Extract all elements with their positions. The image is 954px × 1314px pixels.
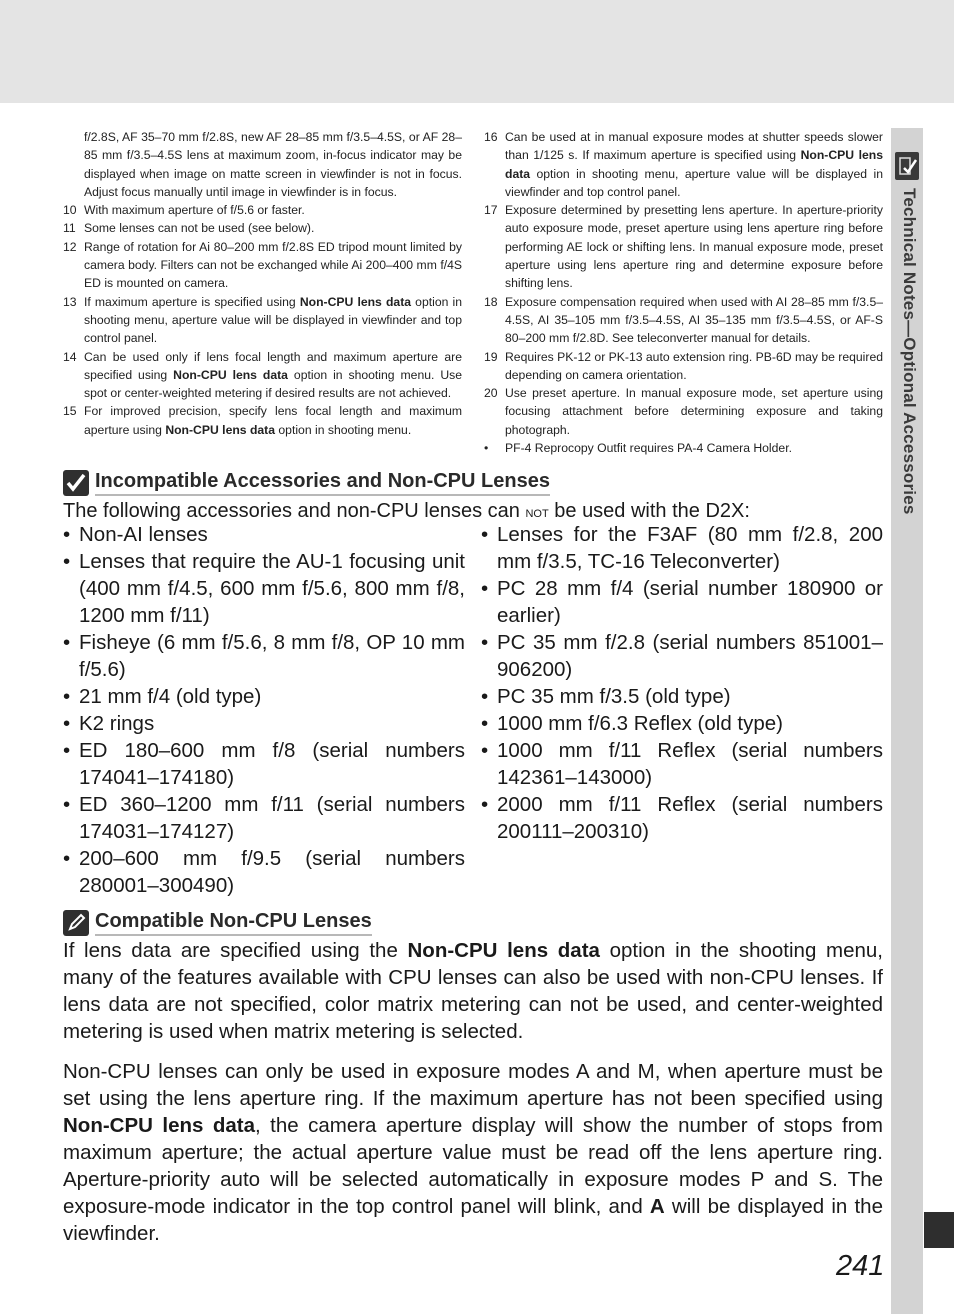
footnote [63, 402, 462, 439]
list-item [481, 737, 883, 791]
footnote [484, 128, 883, 201]
footnote-text: With maximum aperture of f/5.6 or faster. [84, 203, 305, 218]
bullet-icon: • [63, 847, 71, 870]
compatible-heading [63, 910, 372, 936]
page-corner-marker [924, 1212, 954, 1248]
notes-icon [895, 152, 919, 180]
incompatible-heading [63, 470, 550, 496]
paragraph-text: , the camera aperture display will show the number of stops from maximum aperture; the actual aperture value must be read off the lens aperture ring. Aperture-priority auto will be selected automatically in exposure modes P and S. The exposure-mode indicator in the top control panel will blink, and [63, 1114, 883, 1218]
paragraph-text: If lens data are specified using the [63, 939, 408, 962]
footnotes-right-column [484, 128, 883, 457]
paragraph-text: will be displayed in the viewfinder. [63, 1195, 883, 1245]
list-item-text: Lenses that require the AU-1 focusing unit (400 mm f/4.5, 600 mm f/5.6, 800 mm f/8, 1200 mm f/11) [79, 550, 465, 627]
bullet-icon: • [63, 550, 71, 573]
incompatible-title: Incompatible Accessories and Non-CPU Lenses [95, 470, 550, 496]
list-item-text: K2 rings [79, 712, 155, 735]
list-item [63, 683, 465, 710]
paragraph-text: option in the shooting menu, many of the features available with CPU lenses can also be used with non-CPU lenses. If lens data are not specified, color matrix metering can not be used, and center-weighted metering is used when matrix metering is selected. [63, 939, 883, 1043]
footnote-number: 13 [63, 294, 77, 309]
paragraph-text: Non-CPU lens data [407, 939, 600, 962]
footnote [63, 128, 462, 201]
footnote-number: 11 [63, 221, 76, 236]
list-item-text: 1000 mm f/6.3 Reflex (old type) [497, 712, 783, 735]
bullet-icon: • [63, 793, 71, 816]
list-item [481, 710, 883, 737]
list-item [481, 683, 883, 710]
list-item-text: Fisheye (6 mm f/5.6, 8 mm f/8, OP 10 mm f/5.6) [79, 631, 465, 681]
footnote [484, 439, 883, 457]
incompatible-list-left [63, 521, 465, 899]
footnotes-left-column [63, 128, 462, 439]
list-item-text: Non-AI lenses [79, 523, 208, 546]
footnote-number: 17 [484, 203, 498, 218]
list-item-text: PC 35 mm f/2.8 (serial numbers 851001–906200) [497, 631, 883, 681]
footnote [484, 201, 883, 292]
footnote-text: If maximum aperture is specified using [84, 294, 300, 309]
list-item [63, 521, 465, 548]
list-item-text: 1000 mm f/11 Reflex (serial numbers 142361–143000) [497, 739, 883, 789]
list-item [63, 629, 465, 683]
list-item-text: ED 180–600 mm f/8 (serial numbers 174041–174180) [79, 739, 465, 789]
bullet-icon: • [63, 685, 71, 708]
footnote-text: Exposure compensation required when used with AI 28–85 mm f/3.5–4.5S, AI 35–105 mm f/3.5–4.5S, AI 35–135 mm f/3.5–4.5S, or AF-S 80–200 mm f/2.8D. See teleconverter manual for details. [505, 294, 883, 346]
footnote-text: Use preset aperture. In manual exposure mode, set aperture using focusing attachment before determining exposure and taking photograph. [505, 386, 883, 437]
bullet-icon: • [481, 793, 489, 816]
footnote-text: Range of rotation for Ai 80–200 mm f/2.8S ED tripod mount limited by camera body. Filters can not be exchanged while Ai 200–400 mm f/4S ED is mounted on camera. [84, 239, 462, 291]
footnote [484, 293, 883, 348]
footnote-text: Non-CPU lens data [299, 294, 412, 309]
footnote [63, 348, 462, 403]
footnote-text: option in shooting menu, aperture value will be displayed in viewfinder and top control panel. [84, 294, 462, 346]
paragraph-text: Non-CPU lens data [63, 1114, 256, 1137]
bullet-icon: • [63, 739, 71, 762]
compatible-paragraph-2 [63, 1058, 883, 1247]
incompatible-intro: The following accessories and non-CPU lenses can not be used with the D2X: [63, 500, 750, 522]
footnote-text: Requires PK-12 or PK-13 auto extension ring. PB-6D may be required depending on camera orientation. [505, 349, 884, 382]
bullet-icon: • [63, 523, 71, 546]
footnote [63, 238, 462, 293]
footnote-number: 20 [484, 386, 498, 401]
paragraph-text: A [649, 1195, 665, 1218]
list-item-text: PC 35 mm f/3.5 (old type) [497, 685, 731, 708]
list-item [481, 791, 883, 845]
footnote [63, 293, 462, 348]
footnote-text: option in shooting menu, aperture value will be displayed in viewfinder and top control panel. [505, 166, 883, 199]
bullet-icon: • [63, 631, 71, 654]
footnote [63, 201, 462, 219]
footnote-number: • [484, 441, 489, 456]
footnote-text: Non-CPU lens data [173, 367, 288, 382]
list-item-text: Lenses for the F3AF (80 mm f/2.8, 200 mm f/3.5, TC-16 Teleconverter) [497, 523, 883, 573]
side-tab-label: Technical Notes—Optional Accessories [900, 188, 919, 515]
list-item-text: ED 360–1200 mm f/11 (serial numbers 174031–174127) [79, 793, 465, 843]
bullet-icon: • [481, 523, 489, 546]
paragraph-text: Non-CPU lenses can only be used in exposure modes A and M, when aperture must be set using the lens aperture ring. If the maximum aperture has not been specified using [63, 1060, 883, 1110]
bullet-icon: • [481, 685, 489, 708]
compatible-title: Compatible Non-CPU Lenses [95, 910, 372, 936]
list-item [63, 710, 465, 737]
list-item-text: 21 mm f/4 (old type) [79, 685, 262, 708]
list-item [63, 845, 465, 899]
footnote-text: PF-4 Reprocopy Outfit requires PA-4 Camera Holder. [505, 441, 792, 456]
footnote-text: option in shooting menu. [275, 422, 412, 437]
footnote [484, 348, 883, 385]
footnote-number: 10 [63, 203, 77, 218]
footnote-text: For improved precision, specify lens focal length and maximum aperture using [84, 404, 462, 437]
bullet-icon: • [481, 631, 489, 654]
incompatible-list-right [481, 521, 883, 845]
footnote [484, 384, 883, 439]
footnote-number: 16 [484, 130, 498, 144]
footnote-text: Exposure determined by presetting lens aperture. In aperture-priority auto exposure mode, preset aperture using lens aperture ring before performing AE lock or shifting lens. In manual exposure mode, preset aperture using lens aperture ring and determine exposure before shifting lens. [505, 203, 883, 291]
list-item-text: 200–600 mm f/9.5 (serial numbers 280001–300490) [79, 847, 465, 897]
list-item [481, 629, 883, 683]
compatible-paragraph-1 [63, 937, 883, 1045]
list-item [481, 575, 883, 629]
footnote-text: Some lenses can not be used (see below). [84, 221, 315, 236]
header-band [0, 0, 954, 103]
footnote-number: 12 [63, 239, 77, 254]
checkmark-icon [63, 470, 89, 496]
list-item-text: 2000 mm f/11 Reflex (serial numbers 200111–200310) [497, 793, 883, 843]
footnote-text: f/2.8S, AF 35–70 mm f/2.8S, new AF 28–85 mm f/3.5–4.5S, or AF 28–85 mm f/3.5–4.5S lens at maximum zoom, in-focus indicator may be displayed when image on matte screen in viewfinder is not in focus. Adjust focus manually until image in viewfinder is in focus. [84, 130, 462, 199]
list-item [481, 521, 883, 575]
list-item-text: PC 28 mm f/4 (serial number 180900 or earlier) [497, 577, 883, 627]
list-item [63, 737, 465, 791]
footnote-number: 18 [484, 294, 498, 309]
footnote [63, 219, 462, 237]
footnote-number: 19 [484, 349, 498, 364]
footnote-number: 15 [63, 404, 77, 419]
pencil-icon [63, 910, 89, 936]
bullet-icon: • [481, 712, 489, 735]
footnote-number: 14 [63, 349, 77, 364]
footnote-text: option in shooting menu. Use spot or center-weighted metering if desired results are not achieved. [84, 367, 463, 401]
bullet-icon: • [63, 712, 71, 735]
bullet-icon: • [481, 739, 489, 762]
page-number: 241 [836, 1250, 885, 1282]
footnote-text: Can be used at in manual exposure modes at shutter speeds slower than 1/125 s. If maximum aperture is specified using [505, 130, 883, 163]
list-item [63, 548, 465, 629]
list-item [63, 791, 465, 845]
footnote-text: Can be used only if lens focal length and maximum aperture are specified using [84, 349, 462, 382]
footnote-text: Non-CPU lens data [505, 148, 883, 181]
footnote-text: Non-CPU lens data [165, 422, 276, 437]
bullet-icon: • [481, 577, 489, 600]
